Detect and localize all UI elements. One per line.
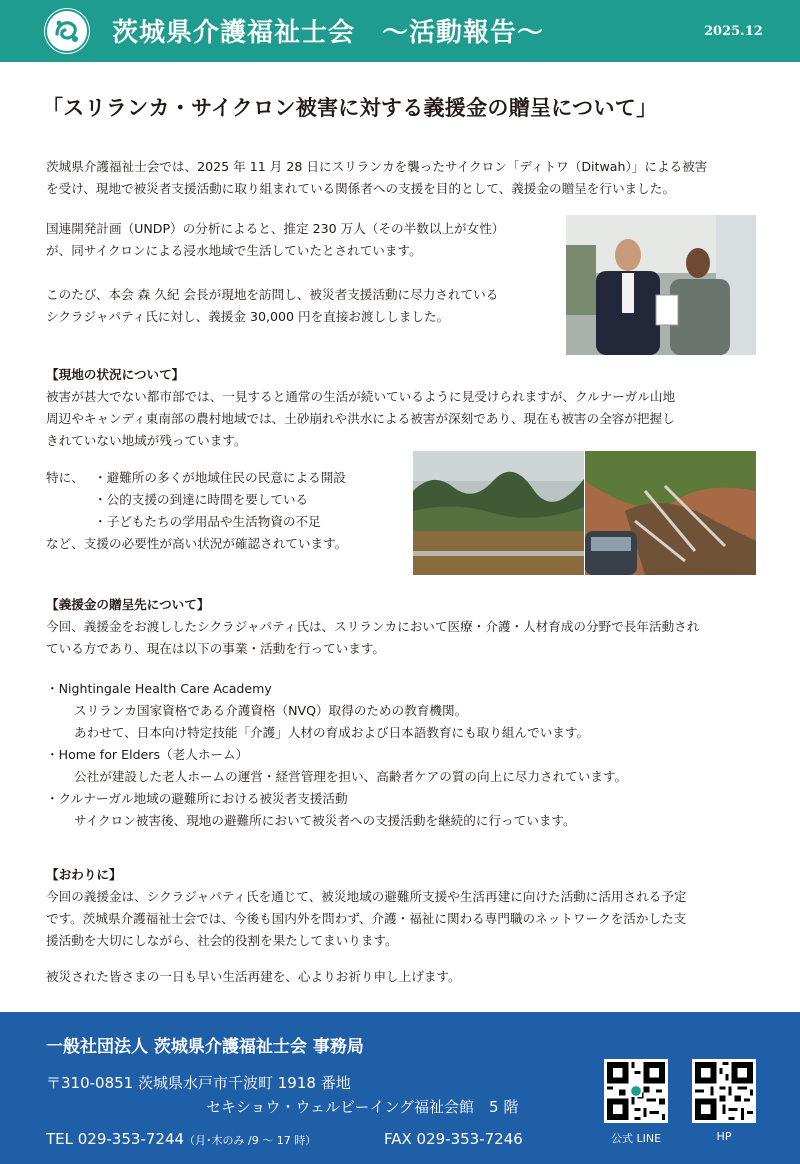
list-item: ・公的支援の到達に時間を要している [94, 492, 309, 507]
situation-bullet-list [46, 467, 347, 555]
activity-list [46, 678, 627, 832]
footer-tel: TEL 029-353-7244（月･木のみ /9 ～ 17 時） [46, 1130, 317, 1148]
situation-paragraph: 被害が甚大でない都市部では、一見すると通常の生活が続いているように見受けられますが、クルナーガル山地 周辺やキャンディ東南部の農村地域では、土砂崩れや洪水による被害が深刻であり、現在も被害の全容が把握し きれていない地域が残っています。 [46, 389, 676, 448]
situation-closing: など、支援の必要性が高い状況が確認されています。 [46, 536, 348, 551]
article-title: 「スリランカ・サイクロン被害に対する義援金の贈呈について」 [42, 96, 658, 120]
flood-photo [413, 451, 584, 575]
closing-prayer: 被災された皆さまの一日も早い生活再建を、心よりお祈り申し上げます。 [46, 969, 461, 984]
line-qr-label: 公式 LINE [610, 1132, 662, 1145]
association-logo-icon [44, 8, 90, 54]
list-item: ・クルナーガル地域の避難所における被災者支援活動 サイクロン被害後、現地の避難所において被災者への支援活動を継続的に行っています。 [46, 791, 576, 828]
line-qr-code[interactable] [604, 1059, 668, 1123]
list-item: ・Nightingale Health Care Academy スリランカ国家資格である介護資格（NVQ）取得のための教育機関。 あわせて、日本向け特定技能「介護」人材の育成および日本語教育にも取り組んでいます。 [46, 681, 590, 740]
intro-paragraph: 茨城県介護福祉士会では、2025 年 11 月 28 日にスリランカを襲ったサイクロン「ディトワ（Ditwah）」による被害 を受け、現地で被災者支援活動に取り組まれている関係者への支援を目的として、義援金の贈呈を行いました。 [46, 159, 708, 196]
list-item: ・Home for Elders（老人ホーム） 公社が建設した老人ホームの運営・経営管理を担い、高齢者ケアの質の向上に尽力されています。 [46, 747, 628, 784]
header-title: 茨城県介護福祉士会 ～活動報告～ [112, 18, 545, 48]
footer-fax: FAX 029-353-7246 [384, 1130, 523, 1148]
footer-address-line2: セキショウ・ウェルビーイング福祉会館 5 階 [206, 1098, 519, 1116]
hp-qr-label: HP [716, 1130, 732, 1143]
recipient-paragraph: 今回、義援金をお渡ししたシクラジャパティ氏は、スリランカにおいて医療・介護・人材育成の分野で長年活動され ている方であり、現在は以下の事業・活動を行っています。 [46, 619, 700, 656]
visit-paragraph: このたび、本会 森 久紀 会長が現地を訪問し、被災者支援活動に尽力されている シクラジャパティ氏に対し、義援金 30,000 円を直接お渡ししました。 [46, 287, 499, 324]
footer-org-name: 一般社団法人 茨城県介護福祉士会 事務局 [46, 1037, 364, 1057]
footer-tel-hours: （月･木のみ /9 ～ 17 時） [184, 1134, 317, 1147]
undp-paragraph: 国連開発計画（UNDP）の分析によると、推定 230 万人（その半数以上が女性） が、同サイクロンによる浸水地域で生活していたとされています。 [46, 221, 505, 258]
closing-paragraph: 今回の義援金は、シクラジャパティ氏を通じて、被災地域の避難所支援や生活再建に向けた活動に活用される予定 です。茨城県介護福祉士会では、今後も国内外を問わず、介護・福祉に関わる専門職のネットワークを活かした支 援活動を大切にしながら、社会的役割を果たしてまいります。 [46, 889, 687, 948]
hp-qr-code[interactable] [692, 1059, 756, 1123]
donation-handover-photo [566, 215, 756, 355]
situation-heading: 【現地の状況について】 [46, 367, 185, 382]
header-bar [0, 0, 800, 62]
closing-heading: 【おわりに】 [46, 867, 122, 882]
list-item: ・子どもたちの学用品や生活物資の不足 [94, 514, 321, 529]
issue-date: 2025.12 [704, 24, 763, 39]
recipient-heading: 【義援金の贈呈先について】 [46, 597, 210, 612]
landslide-photo [585, 451, 756, 575]
footer-contact [0, 1012, 800, 1164]
list-item: 特に、 ・避難所の多くが地域住民の民意による開設 [46, 470, 346, 485]
footer-address-line1: 〒310-0851 茨城県水戸市千波町 1918 番地 [46, 1074, 351, 1092]
